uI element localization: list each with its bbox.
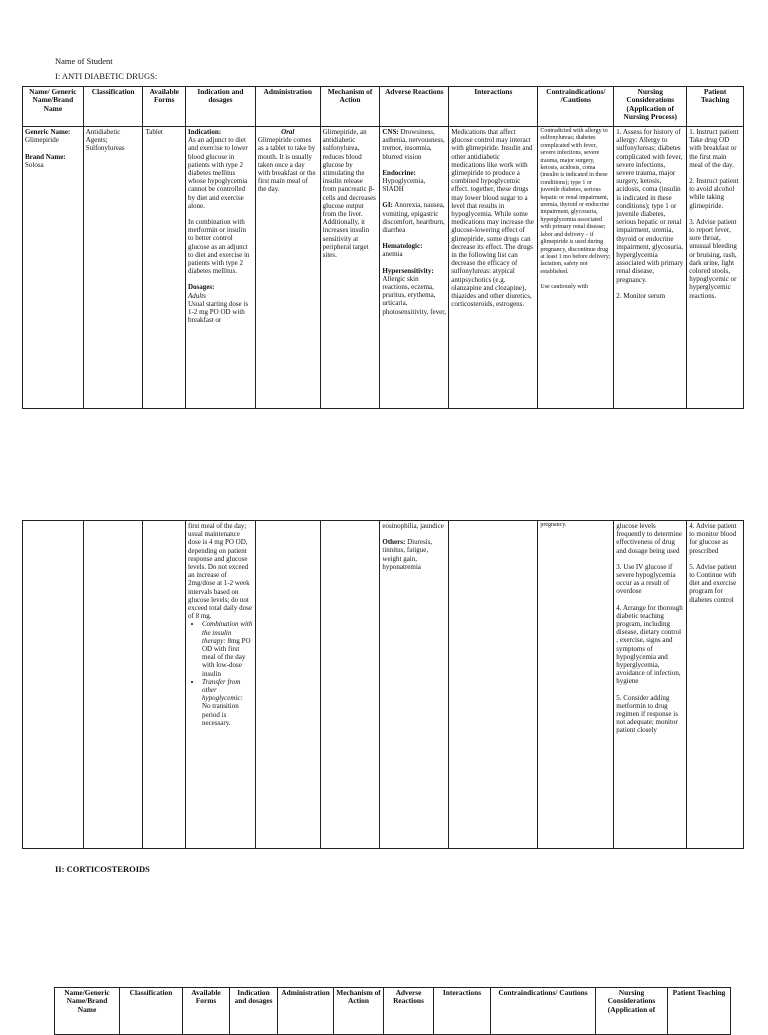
generic-name-value: Glimepiride [25,136,59,145]
admin-text: Glimepiride comes as a tablet to take by mouth. It is usually taken once a day with breakfast or the first main meal of the day. [257,136,316,194]
cns-text: Drowsiness, asthenia, nervousness, tremor, insomnia, blurred vision [382,128,445,161]
dosage-bullet-list [188,620,253,727]
others-text: Diuresis, tinnitus, fatigue, weight gain, hyponatremia [382,538,433,571]
col-mechanism-header: Mechanism of Action [320,87,380,127]
nursing-cont-text-3: 4. Arrange for thorough diabetic teaching program, including disease, dietary control , exercise, signs and symptoms of hypoglycemia and hyperglycemia, avoidance of infection, hygiene [616,603,683,686]
col-nursing-header: Nursing Considerations (Application of [596,988,668,1035]
teaching-cont-cell [687,521,744,849]
dosage-cont-text: first meal of the day; usual maintenance dose is 4 mg PO OD, depending on patient response and glucose levels. Do not exceed an increase of 2mg/dose at 1-2 week intervals based on glucose levels; do not exceed total daily dose of 8 mg. [188,522,252,621]
nursing-cont-text-4: 5. Consider adding metformin to drug regimen if response is not adequate; monitor patient closely [616,693,678,735]
empty-cell [23,521,84,849]
classification-cell: Antidiabetic Agents; Sulfonylureas [83,127,143,409]
endocrine-text: Hypoglycemia, SIADH [382,177,426,194]
table-header-row [23,87,744,127]
nursing-text-2: 2. Monitor serum [616,291,666,300]
generic-name-label: Generic Name: [25,128,71,136]
cns-label: CNS: [382,128,399,136]
col-mechanism-header: Mechanism of Action [334,988,384,1035]
col-teaching-header: Patient Teaching [687,87,744,127]
nursing-cont-text-1: glucose levels frequently to determine effectiveness of drug and dosage being used [616,522,682,555]
contra-text-1: Contradicted with allergy to sulfonylureas; diabetes complicated with fever, severe infections, severe trauma, major surgery, ketosis, acidosis, coma (insulin is indicated in these conditions); type 1 or juvenile diabetes, serious hepatic or renal impairment, uremia, thyroid or endocrine impairment, glycosuria, hyperglycemia associated with primary renal disease; labor and delivery – if glimepiride is used during pregnancy, discontinue drug at least 1 mo before delivery; lactation, safety not established. [540,128,611,275]
administration-cell [255,127,320,409]
indication-text-2: In combination with metformin or insulin to better control glucose as an adjunct to diet and exercise in patients with type 2 diabetes mellitus. [188,218,250,276]
hematologic-label: Hematologic: [382,242,423,251]
col-contra-header: Contraindications/ /Cautions [538,87,614,127]
nursing-cont-text-2: 3. Use IV glucose if severe hypoglycemia occur as a result of overdose [616,562,676,596]
col-adverse-header: Adverse Reactions [380,87,449,127]
brand-name-label: Brand Name: [25,152,66,161]
col-interactions-header: Interactions [434,988,491,1035]
gi-text: Anorexia, nausea, vomiting, epigastric discomfort, heartburn, diarrhea [382,201,445,235]
drug-table-1-continued [22,520,744,849]
col-interactions-header: Interactions [449,87,538,127]
col-classification-header: Classification [83,87,143,127]
empty-cell [449,521,538,849]
section-title-corticosteroids: II: CORTICOSTEROIDS [55,864,150,874]
teaching-cell [687,127,744,409]
endocrine-label: Endocrine: [382,168,416,177]
col-administration-header: Administration [255,87,320,127]
indication-label: Indication: [188,128,222,136]
col-contra-header: Contraindications/ Cautions [491,988,596,1035]
contra-cell [538,127,614,409]
col-nursing-header: Nursing Considerations (Application of Nursing Process) [614,87,687,127]
interactions-cell: Medications that affect glucose control may interact with glimepiride. Insulin and other antidiabetic medications like work with glimepiride to produce a combined hypoglycemic effect. together, these drugs may lower blood sugar to a level that results in hypoglycemia. While some medications may increase the glucose-lowering effect of glimepiride, some drugs can decrease its effect. The drugs in the following list can decrease the efficacy of sulfonylureas: atypical antipsychotics (e.g. olanzapine and clozapine), thiazides and other diuretics, corticosteroids, estrogens. [449,127,538,409]
teaching-text-3: 3. Advise patient to report fever, sore throat, unusual bleeding or bruising, rash, dark urine, light colored stools, hypoglycemic or hyperglycemic reactions. [689,217,737,300]
forms-cell: Tablet [143,127,186,409]
adults-label: Adults [188,291,206,300]
contra-text-2: Use cautiously with [540,284,589,291]
col-indication-header: Indication and dosages [186,87,256,127]
hypersensitivity-text: Allergic skin reactions, eczema, pruritus, erythema, urticaria, photosensitivity, fever, [382,274,447,316]
list-item: • Transfer from other hypoglycemic: No transition period is necessary. [202,678,253,727]
nursing-text-1: 1. Assess for history of allergy: Allergy to sulfonylureas; diabetes complicated with fever, severe infections, severe trauma, major surgery, ketosis, acidosis, coma (insulin is indicated in these conditions); type 1 or juvenile diabetes, serious hepatic or renal impairment, uremia, thyroid or endocrine impairment, glycosuria, hyperglycemia associated with primary renal disease, pregnancy. [616,128,684,284]
gi-label: GI: [382,201,393,210]
teaching-cont-text-1: 4. Advise patient to monitor blood for glucose as prescribed [689,522,737,555]
section-title-antidiabetic: I: ANTI DIABETIC DRUGS: [55,71,158,81]
empty-cell [320,521,380,849]
indication-cell [186,127,256,409]
col-adverse-header: Adverse Reactions [384,988,434,1035]
mechanism-cell: Glimepiride, an antidiabetic sulfonylurea, reduces blood glucose by stimulating the insulin release from pancreatic β-cells and decreases glucose output from the liver. Additionally, it increases insulin sensitivity at peripheral target sites. [320,127,380,409]
adverse-cont-cell [380,521,449,849]
admin-route-label: Oral [281,128,295,136]
empty-cell [83,521,143,849]
col-classification-header: Classification [120,988,183,1035]
indication-text-1: As an adjunct to diet and exercise to lower blood glucose in patients with type 2 diabetes mellitus whose hypoglycemia cannot be controlled by diet and exercise alone. [188,136,248,210]
dosages-label: Dosages: [188,283,215,292]
nursing-cell [614,127,687,409]
adverse-cell [380,127,449,409]
table-row [23,521,744,849]
col-administration-header: Administration [278,988,334,1035]
contra-cont-cell: pregnancy. [538,521,614,849]
teaching-text-1: 1. Instruct patient Take drug OD with breakfast or the first main meal of the day. [689,128,739,169]
nursing-cont-cell [614,521,687,849]
empty-cell [143,521,186,849]
student-name-line: Name of Student [55,56,113,66]
col-teaching-header: Patient Teaching [668,988,731,1035]
list-item: • Combination with the insulin therapy: 8mg PO OD with first meal of the day with low-dose insulin [202,620,253,677]
teaching-cont-text-2: 5. Advise patient to Continue with diet and exercise program for diabetes control [689,562,737,604]
drug-table-1 [22,86,744,409]
brand-name-value: Solosa [25,160,44,169]
drug-name-cell [23,127,84,409]
hematologic-text: anemia [382,250,403,259]
empty-cell [255,521,320,849]
teaching-text-2: 2. Instruct patient to avoid alcohol while taking glimepiride. [689,177,739,210]
indication-cont-cell [186,521,256,849]
table-row [23,127,744,409]
dosage-text: Usual starting dose is 1-2 mg PO OD with breakfast or [188,299,249,325]
col-name-header: Name/Generic Name/Brand Name [55,988,120,1035]
others-label: Others: [382,538,406,547]
col-name-header: Name/ Generic Name/Brand Name [23,87,84,127]
drug-table-2 [54,987,731,1035]
adverse-cont-text: eosinophilia, jaundice [382,522,444,530]
col-forms-header: Available Forms [183,988,230,1035]
table-header-row [55,988,731,1035]
col-forms-header: Available Forms [143,87,186,127]
col-indication-header: Indication and dosages [230,988,278,1035]
hypersensitivity-label: Hypersensitivity: [382,266,434,275]
